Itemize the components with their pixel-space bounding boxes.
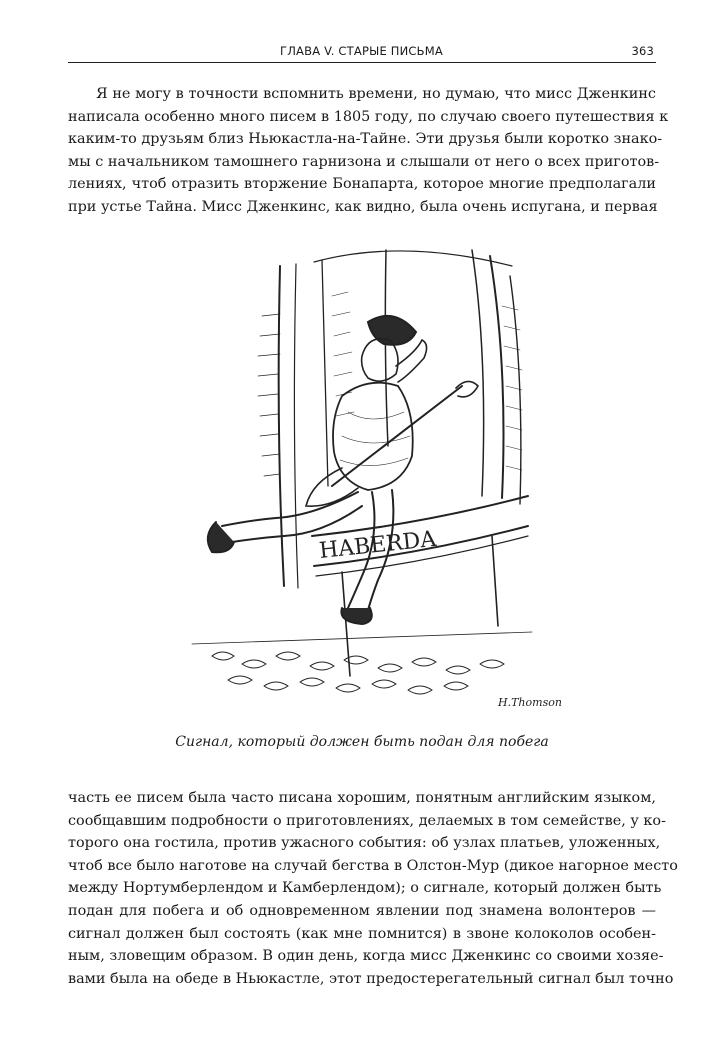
text-line: чтоб все было наготове на случай бегства в Олстон-Мур (дикое нагорное место — [68, 857, 678, 874]
text-line: часть ее писем была часто писана хорошим, понятным английским языком, — [68, 790, 656, 806]
running-header — [68, 40, 656, 63]
text-line: сообщавшим подробности о приготовлениях, делаемых в том семействе, у ко- — [68, 812, 666, 829]
text-line: мы с начальником тамошнего гарнизона и слышали от него о всех приготов- — [68, 153, 660, 170]
text-line: Я не могу в точности вспомнить времени, но думаю, что мисс Дженкинс — [96, 86, 656, 102]
engraving-drawing — [172, 236, 562, 720]
text-line: написала особенно много писем в 1805 году, по случаю своего путешествия к — [68, 108, 669, 125]
text-line: каким-то друзьям близ Ньюкастла-на-Тайне. Эти друзья были коротко знако- — [68, 131, 663, 148]
illustration-caption: Сигнал, который должен быть подан для побега — [175, 734, 549, 750]
paragraph-bottom — [68, 787, 678, 990]
text-line: ным, зловещим образом. В один день, когда мисс Дженкинс со своими хозяе- — [68, 948, 664, 965]
engraving-illustration — [172, 236, 562, 720]
text-line: при устье Тайна. Мисс Дженкинс, как видно, была очень испугана, и первая — [68, 198, 658, 215]
artist-signature: H.Thomson — [498, 696, 562, 709]
chapter-title: ГЛАВА V. СТАРЫЕ ПИСЬМА — [280, 44, 443, 58]
text-line: вами была на обеде в Ньюкастле, этот предостерегательный сигнал был точно — [68, 970, 674, 987]
paragraph-top — [68, 83, 669, 219]
text-line: сигнал должен был состоять (как мне помнится) в звоне колоколов особен- — [68, 925, 656, 942]
text-line: торого она гостила, против ужасного события: об узлах платьев, уложенных, — [68, 835, 661, 852]
page-number: 363 — [631, 44, 654, 58]
shop-sign-text: HABERDA — [318, 526, 438, 564]
text-line: подан для побега и об одновременном явлении под знамена волонтеров — — [68, 902, 656, 919]
text-line: лениях, чтоб отразить вторжение Бонапарта, которое многие предполагали — [68, 176, 656, 193]
text-line: между Нортумберлендом и Камберлендом); о сигнале, который должен быть — [68, 880, 662, 897]
